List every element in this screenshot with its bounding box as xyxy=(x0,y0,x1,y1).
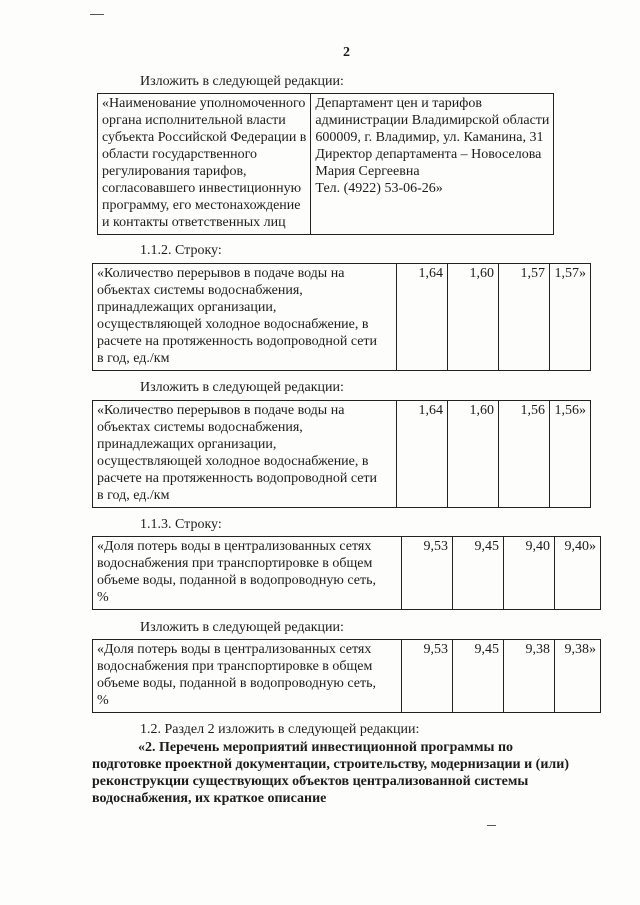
authority-table xyxy=(97,93,554,235)
scan-mark xyxy=(90,14,104,15)
authority-value-line: Департамент цен и тарифов xyxy=(315,96,482,111)
authority-label-line: «Наименование уполномоченного xyxy=(102,96,306,111)
losses-old-value: 9,40 xyxy=(504,537,555,610)
authority-label-line: и контакты ответственных лиц xyxy=(102,215,286,230)
breaks-label-line: в год, ед./км xyxy=(97,488,170,503)
losses-new-value: 9,53 xyxy=(402,640,453,713)
breaks-old-value: 1,57» xyxy=(550,264,591,371)
losses-label-line: водоснабжения при транспортировке в общем xyxy=(97,659,373,674)
item-1-1-2: 1.1.2. Строку: xyxy=(140,243,222,258)
authority-label-line: субъекта Российской Федерации в xyxy=(102,130,307,145)
losses-label-cell xyxy=(93,640,402,713)
scan-mark xyxy=(487,825,496,826)
authority-label-line: регулирования тарифов, xyxy=(102,164,247,179)
breaks-label-cell xyxy=(93,264,397,371)
authority-value-line: Директор департамента – Новоселова xyxy=(315,147,542,162)
authority-value-line: администрации Владимирской области xyxy=(315,113,550,128)
breaks-label-cell xyxy=(93,401,397,508)
breaks-old-value: 1,64 xyxy=(397,264,448,371)
breaks-label-line: «Количество перерывов в подаче воды на xyxy=(97,403,345,418)
section-intro: 1.2. Раздел 2 изложить в следующей редакции: xyxy=(140,722,420,737)
section-heading-line: реконструкции существующих объектов централизованной системы xyxy=(92,774,529,789)
breaks-new-value: 1,56 xyxy=(499,401,550,508)
authority-label-line: согласовавшего инвестиционную xyxy=(102,181,302,196)
authority-value-cell xyxy=(311,94,554,235)
breaks-old-value: 1,57 xyxy=(499,264,550,371)
breaks-old-table xyxy=(92,263,591,371)
losses-label-line: % xyxy=(97,693,109,708)
losses-new-value: 9,45 xyxy=(453,640,504,713)
losses-label-cell xyxy=(93,537,402,610)
breaks-label-line: объектах системы водоснабжения, xyxy=(97,283,303,298)
breaks-label-line: «Количество перерывов в подаче воды на xyxy=(97,266,345,281)
section-heading-line: водоснабжения, их краткое описание xyxy=(92,791,327,806)
authority-label-line: органа исполнительной власти xyxy=(102,113,286,128)
caption-edit-2: Изложить в следующей редакции: xyxy=(140,380,344,395)
section-heading-line: «2. Перечень мероприятий инвестиционной программы по xyxy=(138,740,514,755)
caption-edit-1: Изложить в следующей редакции: xyxy=(140,74,344,89)
breaks-new-value: 1,60 xyxy=(448,401,499,508)
breaks-label-line: объектах системы водоснабжения, xyxy=(97,420,303,435)
losses-label-line: «Доля потерь воды в централизованных сетях xyxy=(97,642,372,657)
losses-old-value: 9,40» xyxy=(555,537,601,610)
caption-edit-3: Изложить в следующей редакции: xyxy=(140,620,344,635)
breaks-label-line: в год, ед./км xyxy=(97,351,170,366)
breaks-label-line: осуществляющей холодное водоснабжение, в xyxy=(97,454,369,469)
section-heading xyxy=(92,739,569,807)
breaks-label-line: расчете на протяженность водопроводной сети xyxy=(97,334,378,349)
section-heading-line: подготовке проектной документации, строительству, модернизации и (или) xyxy=(92,757,569,772)
authority-value-line: Мария Сергеевна xyxy=(315,164,420,179)
breaks-old-value: 1,60 xyxy=(448,264,499,371)
item-1-1-3: 1.1.3. Строку: xyxy=(140,517,222,532)
losses-old-table xyxy=(92,536,601,610)
losses-label-line: «Доля потерь воды в централизованных сетях xyxy=(97,539,372,554)
losses-new-value: 9,38 xyxy=(504,640,555,713)
breaks-label-line: принадлежащих организации, xyxy=(97,300,277,315)
page-number: 2 xyxy=(343,45,350,60)
authority-value-line: Тел. (4922) 53-06-26» xyxy=(315,181,443,196)
breaks-new-value: 1,56» xyxy=(550,401,591,508)
losses-new-value: 9,38» xyxy=(555,640,601,713)
authority-label-line: программу, его местонахождение xyxy=(102,198,301,213)
losses-label-line: объеме воды, поданной в водопроводную сеть, xyxy=(97,676,376,691)
breaks-label-line: осуществляющей холодное водоснабжение, в xyxy=(97,317,369,332)
losses-new-table xyxy=(92,639,601,713)
losses-label-line: объеме воды, поданной в водопроводную сеть, xyxy=(97,573,376,588)
losses-old-value: 9,45 xyxy=(453,537,504,610)
breaks-label-line: принадлежащих организации, xyxy=(97,437,277,452)
breaks-new-value: 1,64 xyxy=(397,401,448,508)
authority-value-line: 600009, г. Владимир, ул. Каманина, 31 xyxy=(315,130,544,145)
breaks-new-table xyxy=(92,400,591,508)
losses-old-value: 9,53 xyxy=(402,537,453,610)
authority-label-line: области государственного xyxy=(102,147,257,162)
authority-label-cell xyxy=(98,94,311,235)
breaks-label-line: расчете на протяженность водопроводной сети xyxy=(97,471,378,486)
losses-label-line: % xyxy=(97,590,109,605)
losses-label-line: водоснабжения при транспортировке в общем xyxy=(97,556,373,571)
